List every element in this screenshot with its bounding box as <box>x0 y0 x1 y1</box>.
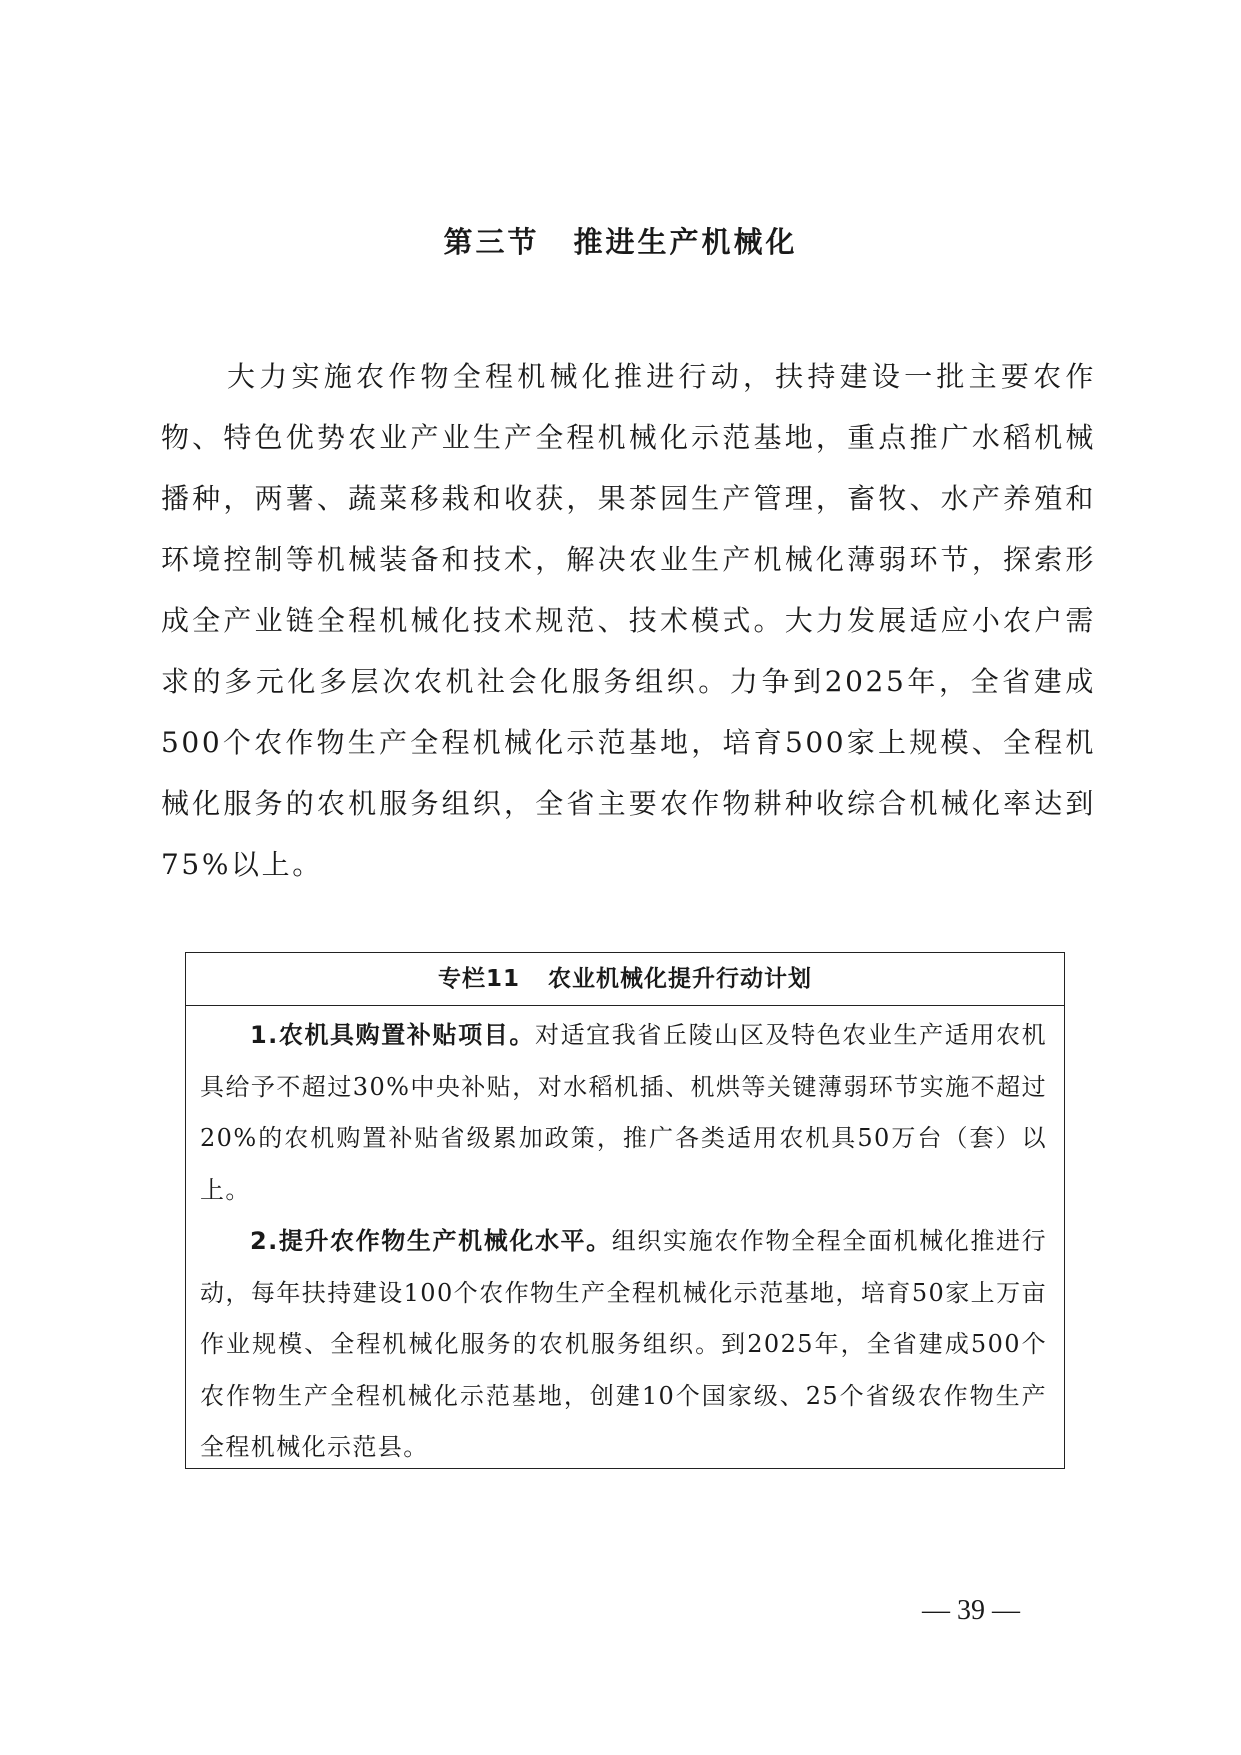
section-title: 推进生产机械化 <box>573 225 798 259</box>
page-number: — 39 — <box>922 1595 1020 1626</box>
box-item-2 <box>200 1216 1047 1474</box>
section-heading <box>0 222 1241 262</box>
box-heading <box>186 953 1064 1006</box>
box-item-2-text: 组织实施农作物全程全面机械化推进行动，每年扶持建设100个农作物生产全程机械化示范基地，培育50家上万亩作业规模、全程机械化服务的农机服务组织。到2025年，全省建成500个农作物生产全程机械化示范基地，创建10个国家级、25个省级农作物生产全程机械化示范县。 <box>200 1227 1047 1461</box>
body-paragraph: 大力实施农作物全程机械化推进行动，扶持建设一批主要农作物、特色优势农业产业生产全程机械化示范基地，重点推广水稻机械播种，两薯、蔬菜移栽和收获，果茶园生产管理，畜牧、水产养殖和环境控制等机械装备和技术，解决农业生产机械化薄弱环节，探索形成全产业链全程机械化技术规范、技术模式。大力发展适应小农户需求的多元化多层次农机社会化服务组织。力争到2025年，全省建成500个农作物生产全程机械化示范基地，培育500家上规模、全程机械化服务的农机服务组织，全省主要农作物耕种收综合机械化率达到75%以上。 <box>161 360 1096 881</box>
box-title: 农业机械化提升行动计划 <box>548 966 812 992</box>
special-column-box <box>185 952 1065 1469</box>
box-body <box>186 1006 1064 1474</box>
box-item-2-heading: 2.提升农作物生产机械化水平。 <box>250 1227 612 1255</box>
section-number: 第三节 <box>443 225 540 259</box>
box-item-1 <box>200 1010 1047 1216</box>
box-item-1-text: 对适宜我省丘陵山区及特色农业生产适用农机具给予不超过30%中央补贴，对水稻机插、机烘等关键薄弱环节实施不超过20%的农机购置补贴省级累加政策，推广各类适用农机具50万台（套）以上。 <box>200 1021 1047 1204</box>
box-number: 专栏11 <box>437 966 520 992</box>
box-item-1-heading: 1.农机具购置补贴项目。 <box>250 1021 535 1049</box>
